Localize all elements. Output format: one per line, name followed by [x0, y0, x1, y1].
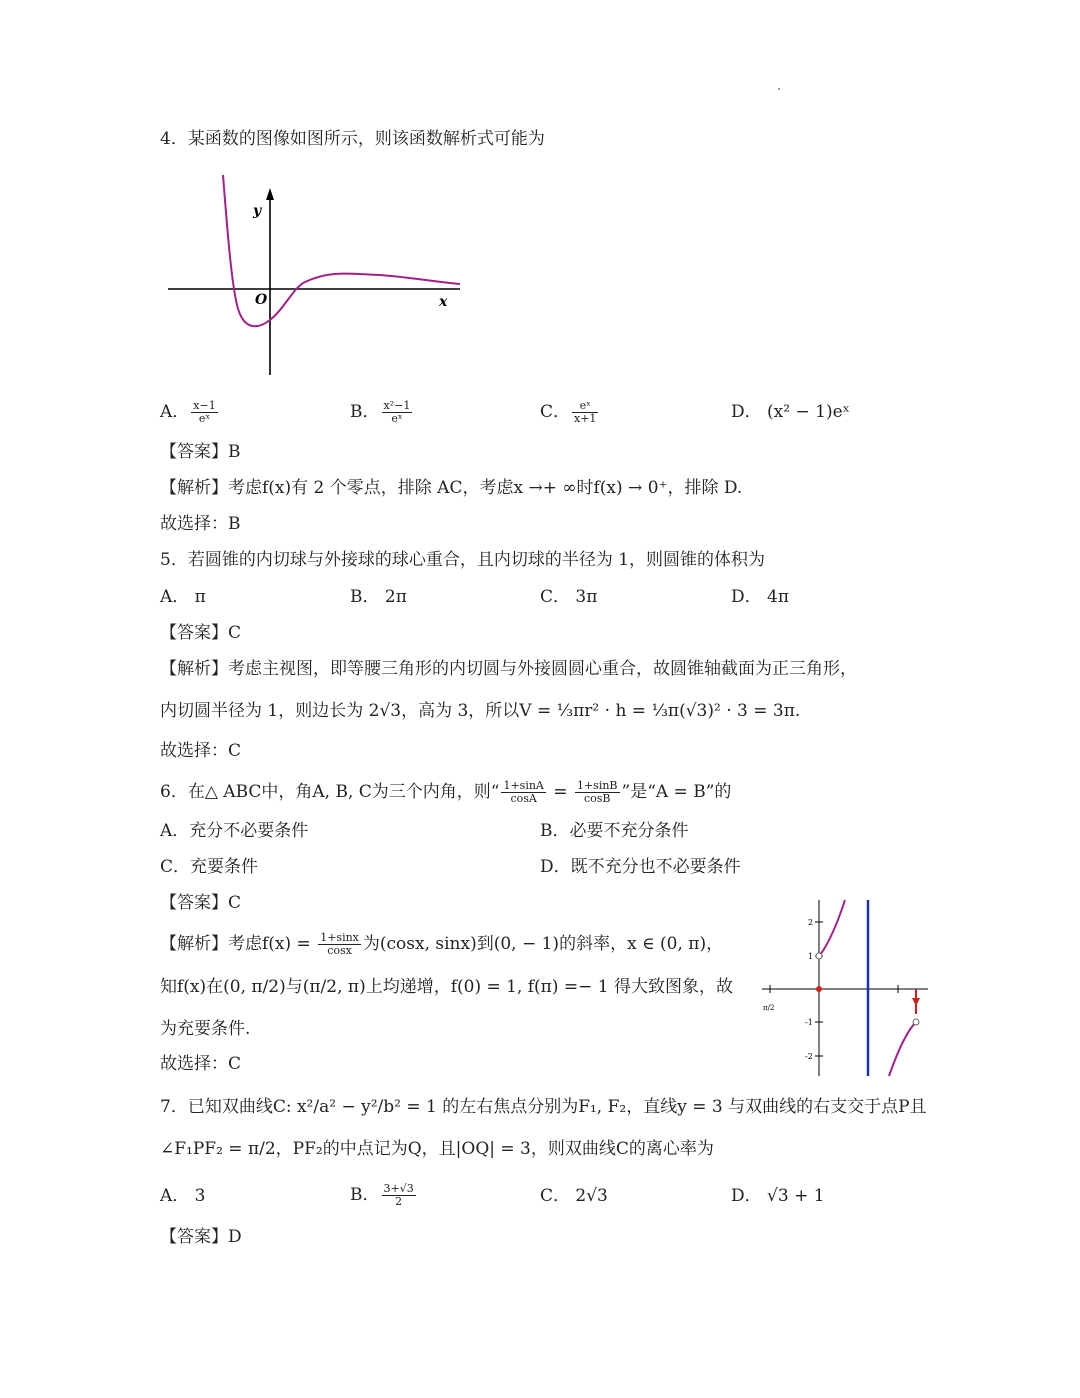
q6-option-c: C．充要条件 [160, 857, 259, 877]
q5-stem: 5．若圆锥的内切球与外接球的球心重合，且内切球的半径为 1，则圆锥的体积为 [160, 550, 766, 570]
q6-select: 故选择：C [160, 1054, 242, 1074]
q7-option-d: D． √3 + 1 [731, 1186, 825, 1206]
q6-curve-left [819, 900, 845, 956]
q4-option-c: C． $\frac{\text{eˣ}}{x+1}$ [540, 399, 597, 425]
q5-answer: 【答案】C [160, 623, 242, 643]
q4-label-x: x [439, 294, 448, 310]
q7-option-a: A． 3 [160, 1186, 206, 1206]
q7-option-c: C． 2√3 [540, 1186, 608, 1206]
q6-tick-2: 2 [808, 918, 814, 927]
q6-option-d: D．既不充分也不必要条件 [540, 857, 741, 877]
q5-option-b: B． 2π [350, 587, 407, 607]
q4-stem: 4．某函数的图像如图所示，则该函数解析式可能为 [160, 129, 545, 149]
q6-red-arrow [912, 998, 920, 1006]
q4-select: 故选择：B [160, 514, 241, 534]
q5-option-c: C． 3π [540, 587, 598, 607]
q4-option-a: A． $\frac{x-1}{\text{eˣ}}$ [160, 399, 216, 425]
q6-sketch-graph [758, 898, 930, 1078]
q6-analysis-line2: 知f(x)在(0, π/2)与(π/2, π)上均递增，f(0) = 1, f(π) =− 1 得大致图象，故 [160, 977, 734, 997]
q6-tick-pi-half: π/2 [763, 1004, 775, 1012]
q4-option-d: D． (x² − 1)eˣ [731, 402, 850, 422]
q6-analysis-line1: 【解析】考虑f(x) = $\frac{1+\sin x}{\cos x}$ 为(cosx, sinx)到(0, − 1)的斜率，x ∈ (0, π)， [160, 931, 724, 957]
q6-option-a: A．充分不必要条件 [160, 821, 309, 841]
q5-option-d: D． 4π [731, 587, 790, 607]
q6-curve-right [889, 1022, 916, 1076]
q7-option-b: B． $\frac{3+√3}{2}$ [350, 1182, 414, 1208]
q5-option-a: A． π [160, 587, 206, 607]
q4-option-b: B． $\frac{\text{x²−1}}{\text{eˣ}}$ [350, 399, 411, 425]
q6-tick-neg2: -2 [805, 1052, 813, 1061]
q6-open-point-2 [913, 1019, 919, 1025]
q4-label-o: O [255, 292, 268, 308]
q4-y-arrow [266, 188, 274, 200]
speck-mark [778, 88, 780, 90]
q4-function-graph [165, 170, 465, 380]
q6-option-b: B．必要不充分条件 [540, 821, 689, 841]
q6-tick-neg1: -1 [805, 1018, 813, 1027]
q5-select: 故选择：C [160, 741, 242, 761]
q7-answer: 【答案】D [160, 1227, 242, 1247]
q4-label-y: y [253, 203, 262, 219]
q4-answer: 【答案】B [160, 442, 241, 462]
q6-stem: 6．在△ ABC中，角A, B, C为三个内角，则“ $\frac{1+\sin A}{\cos A}$ = $\frac{1+\sin B}{\cos B}$ ”是“A = B”的 [160, 779, 732, 805]
q6-tick-1: 1 [808, 952, 814, 961]
q5-analysis-line2: 内切圆半径为 1，则边长为 2√3，高为 3，所以V = ⅓πr² · h = ⅓π(√3)² · 3 = 3π. [160, 701, 801, 721]
q4-analysis: 【解析】考虑f(x)有 2 个零点，排除 AC，考虑x →+ ∞时f(x) → 0⁺，排除 D. [160, 478, 743, 498]
q6-analysis-line3: 为充要条件. [160, 1019, 251, 1039]
q5-analysis-line1: 【解析】考虑主视图，即等腰三角形的内切圆与外接圆圆心重合，故圆锥轴截面为正三角形， [160, 659, 857, 679]
q7-stem-line2: ∠F₁PF₂ = π/2，PF₂的中点记为Q，且|OQ| = 3，则双曲线C的离心率为 [160, 1139, 714, 1159]
q6-origin-point [816, 986, 822, 992]
q6-answer: 【答案】C [160, 893, 242, 913]
q7-stem-line1: 7．已知双曲线C: x²/a² − y²/b² = 1 的左右焦点分别为F₁, F₂，直线y = 3 与双曲线的右支交于点P且 [160, 1097, 927, 1117]
q6-open-point-1 [816, 953, 822, 959]
